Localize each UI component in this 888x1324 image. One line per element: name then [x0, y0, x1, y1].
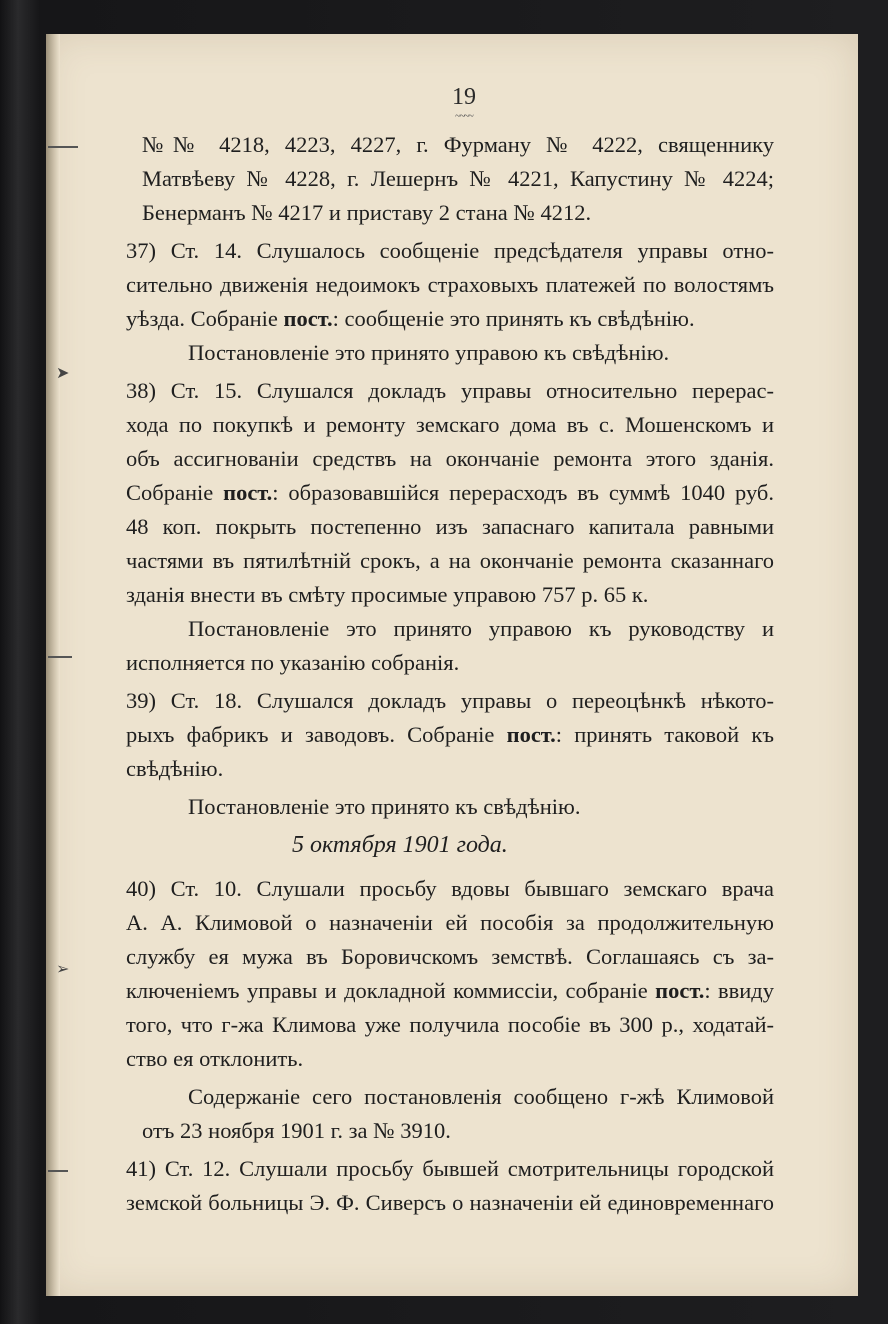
resolution-abbrev: пост.	[655, 978, 705, 1003]
text-line: Бенерманъ № 4217 и приставу 2 стана № 4212.	[142, 200, 592, 225]
resolution-note: Постановленiе это принято къ свѣдѣнiю.	[188, 794, 581, 819]
text-line: 41) Ст. 12. Слушали просьбу бывшей смотрительницы городской	[126, 1156, 774, 1181]
text-line: 38) Ст. 15. Слушался докладъ управы относительно перерас-	[126, 378, 774, 403]
text-line: 48 коп. покрыть постепенно изъ запаснаго капитала равными	[126, 514, 774, 539]
arrow-right-icon: ➢	[56, 961, 70, 978]
text-line: земской больницы Э. Ф. Сиверсъ о назначенiи ей единовременнаго	[126, 1190, 774, 1215]
text-line: рыхъ фабрикъ и заводовъ. Собранiе пост.: принять таковой къ	[126, 722, 774, 747]
text-line: сительно движенiя недоимокъ страховыхъ платежей по волостямъ	[126, 272, 774, 297]
margin-mark	[48, 146, 78, 148]
resolution-abbrev: пост.	[506, 722, 556, 747]
text-line: свѣдѣнiю.	[126, 756, 224, 781]
text-line: ключенiемъ управы и докладной коммиссiи, собранiе пост.: ввиду	[126, 978, 774, 1003]
text-line: зданiя внести въ смѣту просимые управою 757 р. 65 к.	[126, 582, 649, 607]
resolution-note: Содержанiе сего постановленiя сообщено г-жѣ Климовой	[188, 1084, 774, 1109]
page-number: 19	[452, 84, 476, 110]
resolution-abbrev: пост.	[283, 306, 333, 331]
arrow-right-icon: ➤	[56, 365, 70, 382]
margin-mark	[48, 656, 72, 658]
text-line: того, что г-жа Климова уже получила пособiе въ 300 р., ходатай-	[126, 1012, 774, 1037]
text-line: Матвѣеву № 4228, г. Лешернъ № 4221, Капустину № 4224;	[142, 166, 774, 191]
text-line: А. А. Климовой о назначенiи ей пособiя за продолжительную	[126, 910, 774, 935]
resolution-note: отъ 23 ноября 1901 г. за № 3910.	[142, 1118, 451, 1143]
book-page	[46, 34, 858, 1296]
resolution-note: исполняется по указанiю собранiя.	[126, 650, 460, 675]
text-line: 40) Ст. 10. Слушали просьбу вдовы бывшаго земскаго врача	[126, 876, 774, 901]
page-number-ornament: ~~~~	[455, 111, 473, 122]
page-fold-shadow	[46, 34, 60, 1296]
text-line: объ ассигнованiи средствъ на окончанiе ремонта этого зданiя.	[126, 446, 774, 471]
text-line: хода по покупкѣ и ремонту земскаго дома въ с. Мошенскомъ и	[126, 412, 774, 437]
margin-mark	[48, 1170, 68, 1172]
section-date: 5 октября 1901 года.	[292, 832, 508, 858]
text-line: №№ 4218, 4223, 4227, г. Фурману № 4222, священнику	[142, 132, 774, 157]
resolution-note: Постановленiе это принято управою къ свѣдѣнiю.	[188, 340, 670, 365]
text-line: службу ея мужа въ Боровичскомъ земствѣ. Соглашаясь съ за-	[126, 944, 774, 969]
resolution-abbrev: пост.	[223, 480, 273, 505]
resolution-note: Постановленiе это принято управою къ руководству и	[188, 616, 774, 641]
text-line: частями въ пятилѣтнiй срокъ, а на окончанiе ремонта сказаннаго	[126, 548, 774, 573]
text-line: ство ея отклонить.	[126, 1046, 304, 1071]
text-line: 39) Ст. 18. Слушался докладъ управы о переоцѣнкѣ нѣкото-	[126, 688, 774, 713]
text-line: 37) Ст. 14. Слушалось сообщенiе предсѣдателя управы отно-	[126, 238, 774, 263]
text-line: Собранiе пост.: образовавшiйся перерасходъ въ суммѣ 1040 руб.	[126, 480, 774, 505]
text-line: уѣзда. Собранiе пост.: сообщенiе это принять къ свѣдѣнiю.	[126, 306, 695, 331]
